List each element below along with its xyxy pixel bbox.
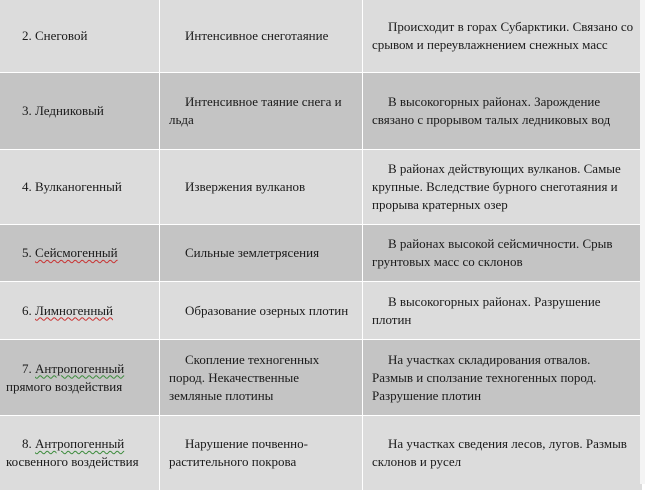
type-name: Сейсмогенный <box>35 245 118 260</box>
type-qualifier: косвенного воздействия <box>6 454 139 469</box>
description-text: В высокогорных районах. Зарождение связано с прорывом талых ледниковых вод <box>372 94 611 127</box>
type-name: Антропогенный <box>35 360 125 376</box>
description-text: На участках сведения лесов, лугов. Размыв склонов и русел <box>372 436 627 469</box>
description-cell <box>363 73 642 149</box>
cause-cell <box>160 73 362 149</box>
cause-cell <box>160 282 362 339</box>
description-text: В высокогорных районах. Разрушение плотин <box>372 293 601 327</box>
type-number: 2. <box>22 28 32 43</box>
cause-cell <box>160 150 362 224</box>
type-cell <box>0 282 159 339</box>
type-name: Антропогенный <box>35 436 125 451</box>
cause-text: Сильные землетрясения <box>185 245 320 260</box>
type-cell <box>0 150 159 224</box>
type-cell <box>0 73 159 149</box>
type-name: Снеговой <box>35 28 88 43</box>
description-text: На участках складирования отвалов. Размыв и сползание техногенных пород. Разрушение плотин <box>372 351 597 403</box>
description-text: В районах действующих вулканов. Самые крупные. Вследствие бурного снеготаяния и прорыва кратерных озер <box>372 161 621 212</box>
type-cell <box>0 416 159 490</box>
type-number: 4. <box>22 179 32 194</box>
type-number: 5. <box>22 245 32 260</box>
cause-text: Интенсивное таяние снега и льда <box>169 94 342 127</box>
type-name: Лимногенный <box>35 302 113 318</box>
description-cell <box>363 225 642 281</box>
type-cell <box>0 340 159 415</box>
type-number: 6. <box>22 302 32 318</box>
cause-text: Нарушение почвенно-растительного покрова <box>169 436 308 469</box>
cause-cell <box>160 340 362 415</box>
description-cell <box>363 416 642 490</box>
description-cell <box>363 0 642 72</box>
type-cell <box>0 225 159 281</box>
type-cell <box>0 0 159 72</box>
description-cell <box>363 150 642 224</box>
cause-text: Образование озерных плотин <box>185 302 349 318</box>
cause-cell <box>160 416 362 490</box>
description-text: В районах высокой сейсмичности. Срыв грунтовых масс со склонов <box>372 236 613 269</box>
cause-text: Скопление техногенных пород. Некачественные земляные плотины <box>169 351 320 403</box>
type-name: Вулканогенный <box>35 179 122 194</box>
cause-text: Интенсивное снеготаяние <box>185 28 329 43</box>
cause-text: Извержения вулканов <box>185 179 306 194</box>
type-number: 8. <box>22 436 32 451</box>
page-edge <box>640 0 645 484</box>
description-cell <box>363 282 642 339</box>
description-text: Происходит в горах Субарктики. Связано со срывом и переувлажнением снежных масс <box>372 19 634 52</box>
description-cell <box>363 340 642 415</box>
cause-cell <box>160 0 362 72</box>
type-qualifier: прямого воздействия <box>6 378 123 394</box>
cause-cell <box>160 225 362 281</box>
type-number: 3. <box>22 103 32 118</box>
type-number: 7. <box>22 360 32 376</box>
type-name: Ледниковый <box>35 103 104 118</box>
